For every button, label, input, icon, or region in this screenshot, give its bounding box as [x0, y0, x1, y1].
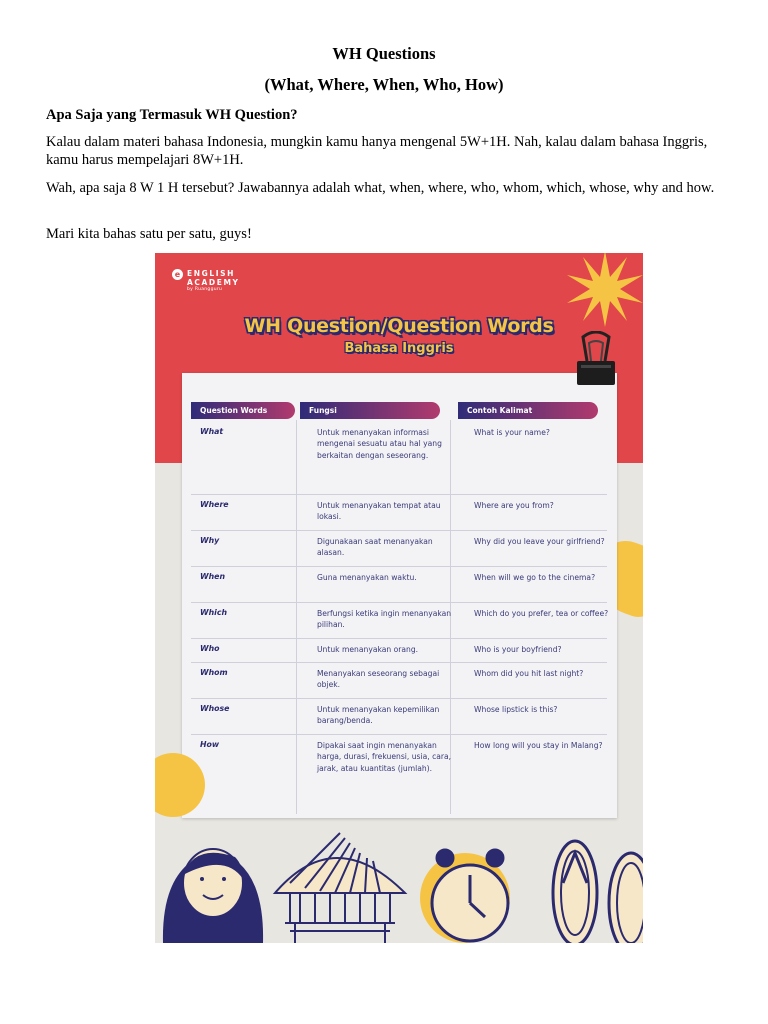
fungsi-text: Dipakai saat ingin menanyakan harga, durasi, frekuensi, usia, cara, jarak, atau kuantitas (jumlah). [317, 741, 452, 773]
table-row [191, 423, 607, 495]
contoh-text: Whom did you hit last night? [474, 669, 584, 678]
fungsi-text: Untuk menanyakan kepemilikan barang/benda. [317, 705, 440, 726]
poster-image [155, 253, 643, 943]
poster-title: WH Question/Question Words [244, 315, 554, 337]
question-word: Whose [200, 704, 230, 713]
table-row [191, 604, 607, 639]
illustration-decorations [155, 813, 643, 943]
girl-illustration-icon [163, 849, 263, 943]
contoh-text: Who is your boyfriend? [474, 645, 562, 654]
document-subtitle: (What, Where, When, Who, How) [264, 75, 504, 94]
question-word: Where [200, 500, 229, 509]
question-word: Why [200, 536, 220, 545]
contoh-text: Which do you prefer, tea or coffee? [474, 609, 609, 618]
fungsi-text: Untuk menanyakan tempat atau lokasi. [317, 501, 441, 522]
poster-subtitle: Bahasa Inggris [344, 341, 454, 356]
question-word: Who [200, 644, 220, 653]
alarm-clock-icon [420, 850, 510, 943]
contoh-text: Whose lipstick is this? [474, 705, 558, 714]
question-word: Whom [200, 668, 228, 677]
fungsi-text: Guna menanyakan waktu. [317, 573, 417, 582]
contoh-text: Where are you from? [474, 501, 554, 510]
logo-line2: ACADEMY [187, 278, 240, 287]
table-row [191, 736, 607, 796]
traditional-house-icon [275, 833, 405, 943]
question-word: What [200, 427, 224, 436]
logo-line3: by Ruangguru [187, 287, 223, 292]
table-row [191, 532, 607, 567]
table-row [191, 664, 607, 699]
column-header-fungsi: Fungsi [300, 402, 440, 419]
logo-mark-icon: e [172, 269, 183, 280]
fungsi-text: Berfungsi ketika ingin menanyakan pilihan. [317, 609, 452, 630]
document-title: WH Questions [332, 44, 436, 63]
table-row [191, 700, 607, 735]
fungsi-text: Digunakaan saat menanyakan alasan. [317, 537, 433, 558]
column-header-question-words: Question Words [191, 402, 295, 419]
section-heading: Apa Saja yang Termasuk WH Question? [46, 107, 298, 123]
table-row [191, 640, 607, 663]
contoh-text: When will we go to the cinema? [474, 573, 596, 582]
english-academy-logo [172, 269, 240, 292]
paragraph: Kalau dalam materi bahasa Indonesia, mungkin kamu hanya mengenal 5W+1H. Nah, kalau dalam bahasa Inggris, kamu harus mempelajari 8W+1H. [46, 134, 708, 168]
fungsi-text: Menanyakan seseorang sebagai objek. [317, 669, 440, 690]
logo-line1: ENGLISH [187, 269, 236, 278]
question-word: When [200, 572, 225, 581]
contoh-text: Why did you leave your girlfriend? [474, 537, 605, 546]
contoh-text: How long will you stay in Malang? [474, 741, 603, 750]
question-word: Which [200, 608, 227, 617]
column-header-contoh: Contoh Kalimat [458, 402, 598, 419]
table-row [191, 568, 607, 603]
table-row [191, 496, 607, 531]
question-word: How [200, 740, 220, 749]
fungsi-text: Untuk menanyakan informasi mengenai sesuatu atau hal yang berkaitan dengan seseorang. [317, 428, 442, 460]
contoh-text: What is your name? [474, 428, 550, 437]
sandals-icon [553, 841, 643, 943]
paragraph: Wah, apa saja 8 W 1 H tersebut? Jawabannya adalah what, when, where, who, whom, which, whose, why and how. [46, 180, 715, 196]
binder-clip-icon [575, 331, 617, 387]
paragraph: Mari kita bahas satu per satu, guys! [46, 226, 252, 242]
fungsi-text: Untuk menanyakan orang. [317, 645, 419, 654]
table-paper [182, 373, 617, 818]
